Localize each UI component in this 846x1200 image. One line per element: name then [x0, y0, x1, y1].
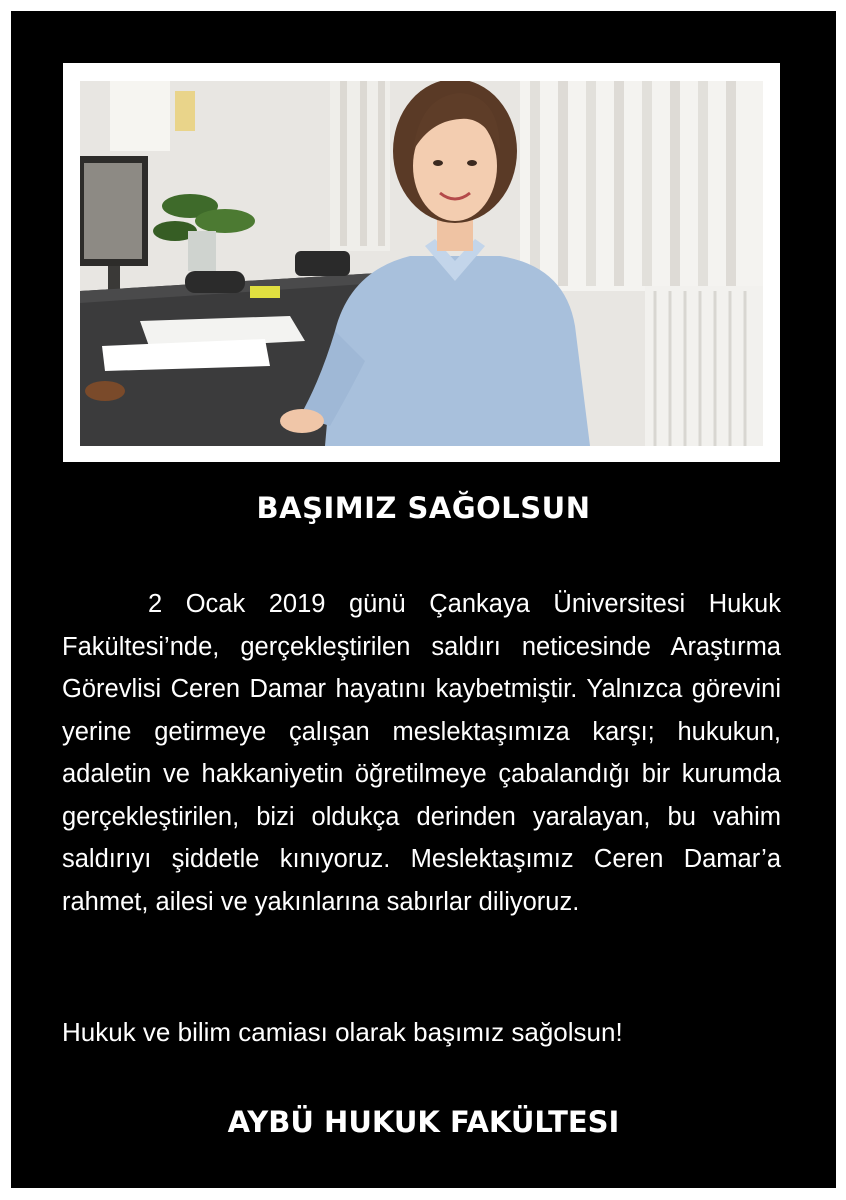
window-blinds	[520, 81, 763, 291]
photo-frame	[63, 63, 780, 462]
signature: AYBÜ HUKUK FAKÜLTESI	[227, 1105, 620, 1139]
closing-line: Hukuk ve bilim camiası olarak başımız sağolsun!	[62, 1017, 623, 1047]
condolence-card	[11, 11, 836, 1188]
headline: BAŞIMIZ SAĞOLSUN	[256, 491, 591, 525]
radiator	[645, 286, 763, 446]
body-paragraph: 2 Ocak 2019 günü Çankaya Üniversitesi Hukuk Fakültesi’nde, gerçekleştirilen saldırı neticesinde Araştırma Görevlisi Ceren Damar hayatını kaybetmiştir. Yalnızca görevini yerine getirmeye çalışan meslektaşımıza karşı; hukukun, adaletin ve hakkaniyetin öğretilmeye çabalandığı bir kurumda gerçekleştirilen, bizi oldukça derinden yaralayan, bu vahim saldırıyı şiddetle kınıyoruz. Meslektaşımız Ceren Damar’a rahmet, ailesi ve yakınlarına sabırlar diliyoruz.	[62, 590, 781, 916]
portrait-photo	[80, 81, 763, 446]
photo-illustration	[80, 81, 763, 446]
